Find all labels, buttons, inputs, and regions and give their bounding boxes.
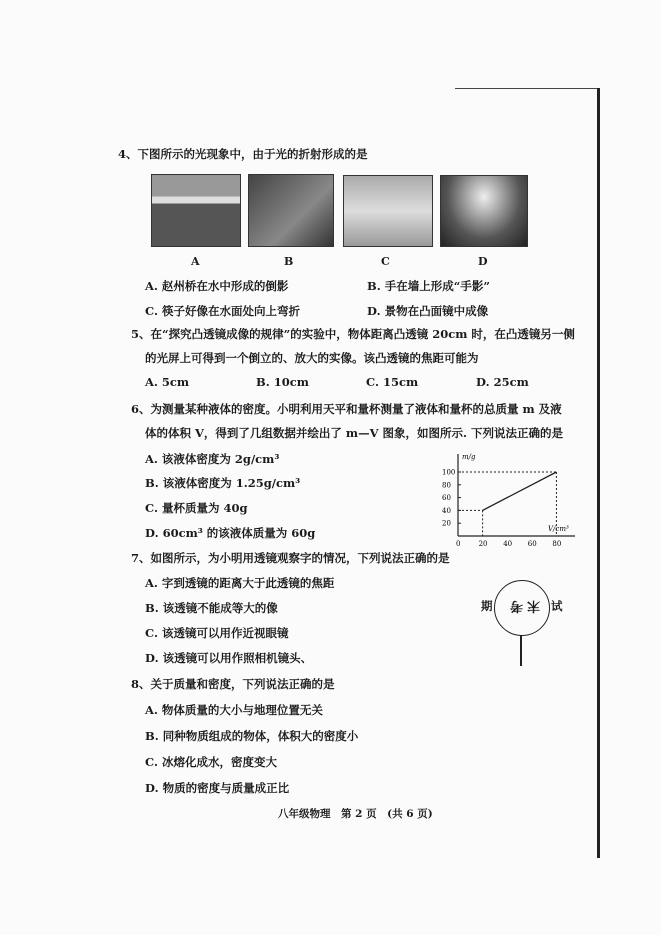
q4-stem: 4、下图所示的光现象中，由于光的折射形成的是	[118, 147, 368, 161]
q6-option-b: B. 该液体密度为 1.25g/cm³	[145, 476, 301, 490]
image-label-a: A	[191, 255, 200, 268]
q7-option-a: A. 字到透镜的距离大于此透镜的焦距	[145, 576, 335, 590]
q7-option-d: D. 该透镜可以用作照相机镜头、	[145, 651, 313, 665]
x-tick-label: 40	[503, 540, 513, 548]
q4-option-b: B. 手在墙上形成“手影”	[367, 279, 490, 293]
q8-option-c: C. 冰熔化成水，密度变大	[145, 755, 277, 769]
q6-stem-line1: 6、为测量某种液体的密度。小明利用天平和量杯测量了液体和量杯的总质量 m 及液	[131, 402, 562, 416]
q5-stem-line2: 的光屏上可得到一个倒立的、放大的实像。该凸透镜的焦距可能为	[145, 351, 479, 365]
q6-option-a: A. 该液体密度为 2g/cm³	[145, 452, 280, 466]
figure-char-left: 期	[481, 599, 493, 613]
y-tick-label: 100	[442, 468, 456, 477]
magnifier-handle	[520, 635, 522, 666]
q7-option-c: C. 该透镜可以用作近视眼镜	[145, 626, 289, 640]
image-label-d: D	[478, 255, 488, 268]
q4-option-a: A. 赵州桥在水中形成的倒影	[145, 279, 289, 293]
q8-option-a: A. 物体质量的大小与地理位置无关	[145, 703, 323, 717]
q5-option-d: D. 25cm	[476, 375, 529, 389]
x-tick-label: 80	[552, 540, 562, 548]
q6-option-c: C. 量杯质量为 40g	[145, 501, 248, 515]
photo-bridge-reflection	[151, 174, 241, 247]
photo-hand-shadow	[248, 174, 334, 247]
q5-stem-line1: 5、在“探究凸透镜成像的规律”的实验中，物体距离凸透镜 20cm 时，在凸透镜另一侧	[131, 327, 575, 341]
image-label-b: B	[284, 255, 294, 268]
image-label-c: C	[381, 255, 390, 268]
q5-option-a: A. 5cm	[145, 375, 190, 389]
photo-chopsticks-in-water	[343, 175, 433, 247]
y-tick-label: 40	[442, 506, 451, 515]
q7-stem: 7、如图所示，为小明用透镜观察字的情况，下列说法正确的是	[131, 551, 450, 565]
q4-option-d: D. 景物在凸面镜中成像	[367, 304, 489, 318]
page-footer: 八年级物理 第 2 页 (共 6 页)	[278, 808, 433, 820]
q6-option-d: D. 60cm³ 的该液体质量为 60g	[145, 526, 316, 540]
y-tick-label: 80	[442, 481, 451, 490]
x-axis-label: V/cm³	[548, 525, 569, 533]
q6-stem-line2: 体的体积 V，得到了几组数据并绘出了 m—V 图象，如图所示. 下列说法正确的是	[145, 426, 564, 440]
q8-option-b: B. 同种物质组成的物体，体积大的密度小	[145, 729, 359, 743]
magnified-text: 末考	[506, 598, 541, 613]
x-tick-label: 60	[527, 540, 537, 548]
x-tick-label: 0	[456, 540, 461, 548]
scan-edge-top	[455, 88, 600, 89]
y-axis-label: m/g	[462, 453, 476, 461]
y-tick-label: 20	[442, 519, 451, 528]
photo-convex-mirror	[440, 175, 528, 247]
q8-option-d: D. 物质的密度与质量成正比	[145, 781, 290, 795]
q5-option-b: B. 10cm	[256, 375, 309, 389]
m-v-chart	[440, 450, 580, 550]
q4-option-c: C. 筷子好像在水面处向上弯折	[145, 304, 300, 318]
x-tick-label: 20	[478, 540, 488, 548]
q8-stem: 8、关于质量和密度，下列说法正确的是	[131, 677, 335, 691]
q5-option-c: C. 15cm	[366, 375, 419, 389]
figure-char-right: 试	[551, 599, 563, 613]
y-tick-label: 60	[442, 494, 451, 503]
scan-edge-right	[597, 88, 600, 858]
q7-option-b: B. 该透镜不能成等大的像	[145, 601, 278, 615]
data-line	[483, 472, 557, 510]
